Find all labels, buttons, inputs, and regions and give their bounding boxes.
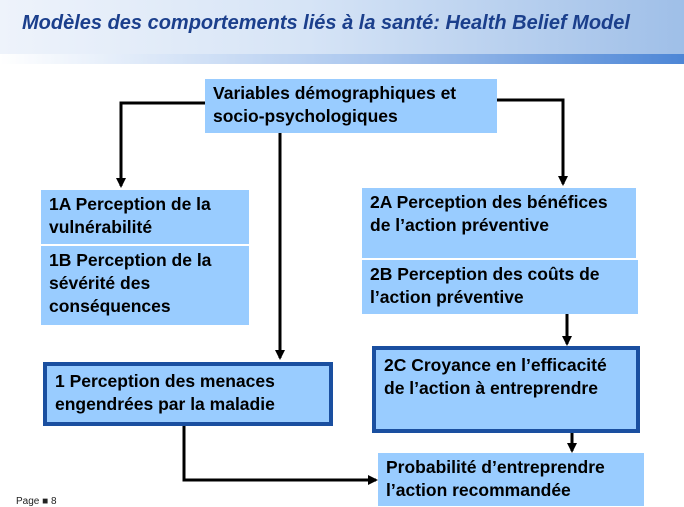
- node-1b-label: 1B Perception de la sévérité des conséquences: [49, 250, 212, 316]
- node-2c: [372, 346, 640, 433]
- node-2b: [362, 260, 638, 314]
- node-probability: [378, 453, 644, 506]
- node-2a: [362, 188, 636, 258]
- node-1-label: 1 Perception des menaces engendrées par la maladie: [55, 371, 275, 414]
- node-1b: [41, 246, 249, 325]
- node-probability-label: Probabilité d’entreprendre l’action recommandée: [386, 457, 605, 500]
- node-1: [43, 362, 333, 426]
- node-variables: [205, 79, 497, 133]
- node-2a-label: 2A Perception des bénéfices de l’action préventive: [370, 192, 608, 235]
- slide-title: Modèles des comportements liés à la santé: Health Belief Model: [22, 12, 630, 34]
- node-1a: [41, 190, 249, 244]
- page-number: Page ■ 8: [16, 496, 57, 507]
- node-2b-label: 2B Perception des coûts de l’action préventive: [370, 264, 600, 307]
- arrow-1-to-probability: [184, 422, 376, 480]
- arrow-variables-to-1a: [121, 103, 205, 186]
- node-1a-label: 1A Perception de la vulnérabilité: [49, 194, 211, 237]
- node-variables-label: Variables démographiques et socio-psychologiques: [213, 83, 457, 126]
- node-2c-label: 2C Croyance en l’efficacité de l’action à entreprendre: [384, 355, 607, 398]
- arrow-variables-to-2a: [497, 100, 563, 184]
